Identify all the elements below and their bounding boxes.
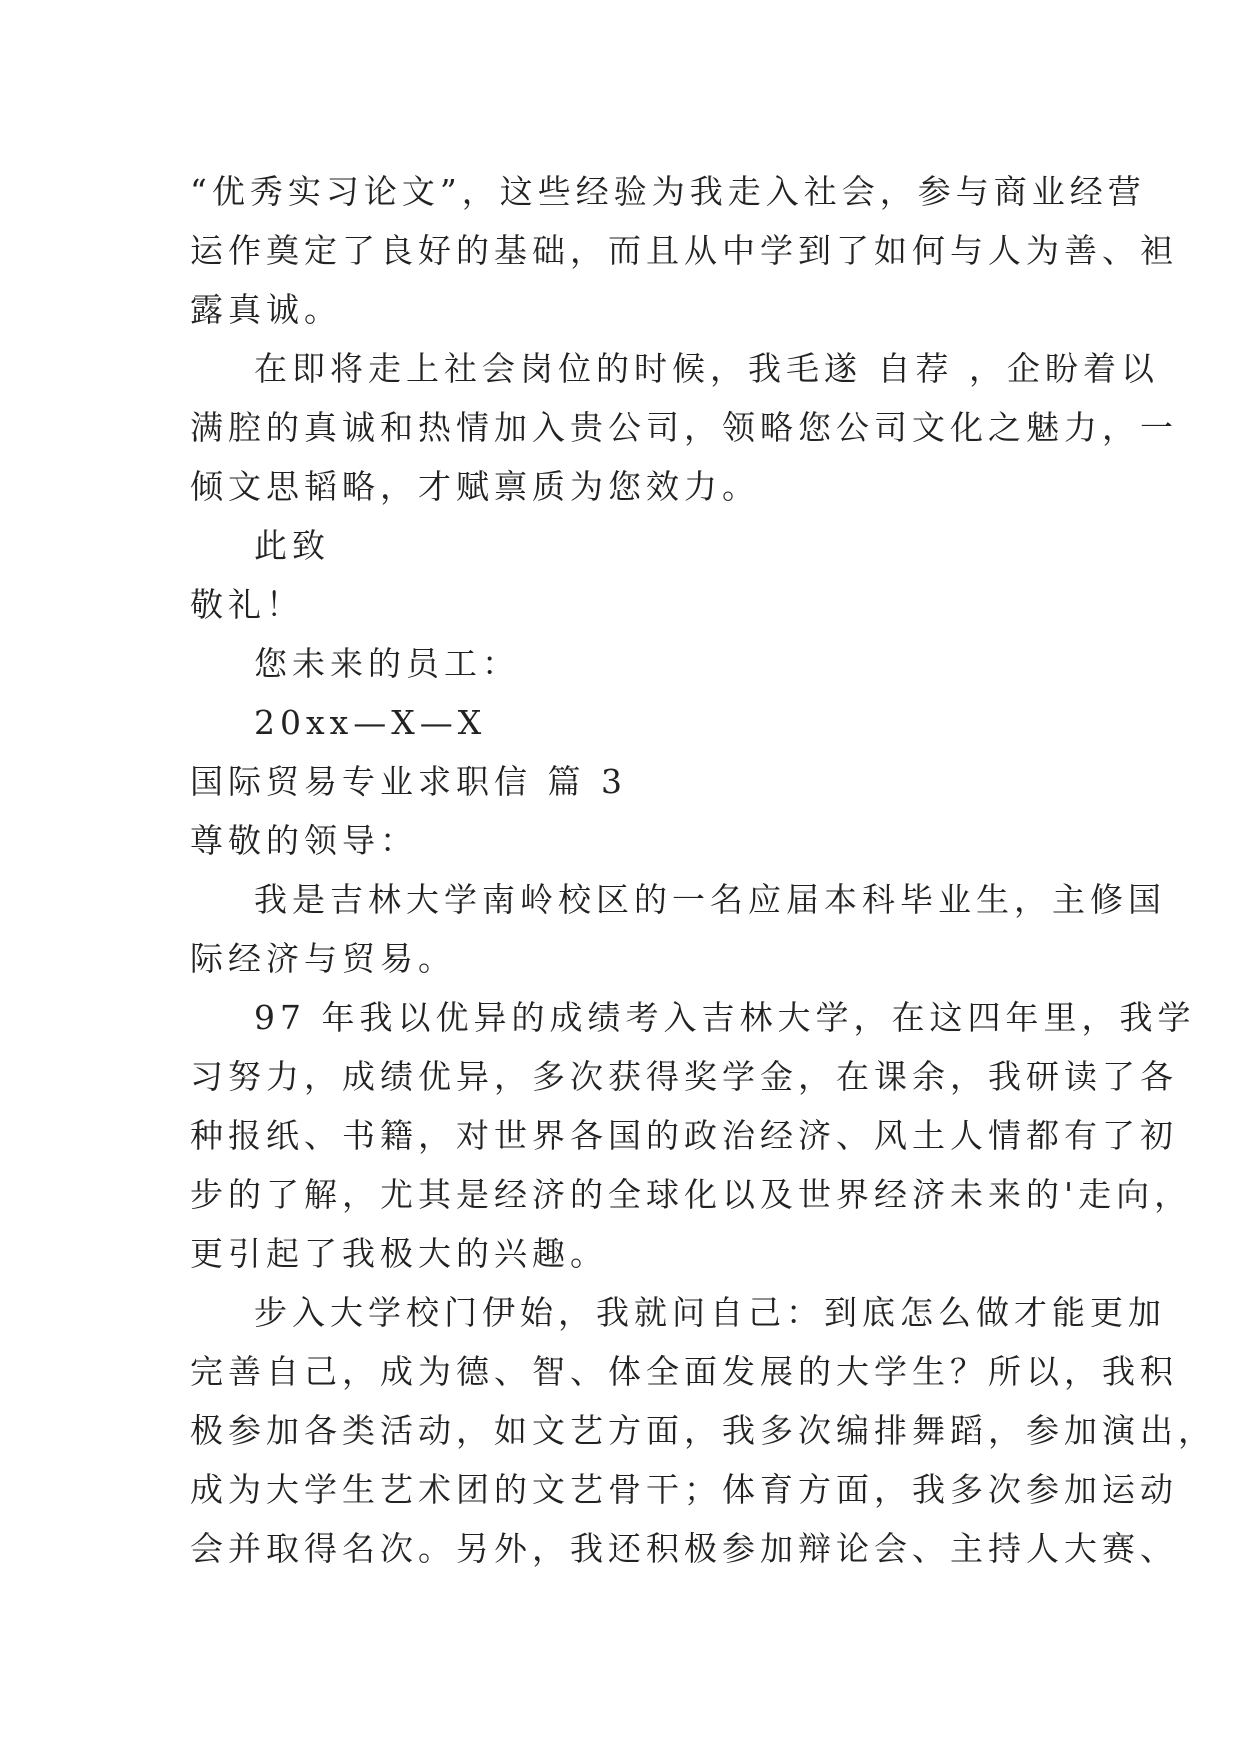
text-line: 种报纸、书籍，对世界各国的政治经济、风土人情都有了初 bbox=[190, 1116, 1178, 1155]
text-line: 倾文思韬略，才赋禀质为您效力。 bbox=[190, 467, 760, 506]
date-line: 20xx—X—X bbox=[254, 703, 487, 742]
greeting-line: 尊敬的领导： bbox=[190, 821, 418, 860]
text-line: 际经济与贸易。 bbox=[190, 939, 456, 978]
text-line: 极参加各类活动，如文艺方面，我多次编排舞蹈，参加演出， bbox=[190, 1411, 1216, 1450]
text-line: 会并取得名次。另外，我还积极参加辩论会、主持人大赛、 bbox=[190, 1529, 1178, 1568]
paragraph-start-line: 在即将走上社会岗位的时候，我毛遂 自荐 ，企盼着以 bbox=[254, 349, 1159, 388]
text-line: “优秀实习论文”，这些经验为我走入社会，参与商业经营 bbox=[190, 172, 1146, 211]
salutation-closing: 敬礼！ bbox=[190, 585, 304, 624]
text-line: 习努力，成绩优异，多次获得奖学金，在课余，我研读了各 bbox=[190, 1057, 1178, 1096]
signature-label: 您未来的员工： bbox=[254, 644, 520, 683]
text-line: 更引起了我极大的兴趣。 bbox=[190, 1234, 608, 1273]
paragraph-start-line: 我是吉林大学南岭校区的一名应届本科毕业生，主修国 bbox=[254, 880, 1166, 919]
closing-phrase: 此致 bbox=[254, 526, 330, 565]
text-line: 步的了解，尤其是经济的全球化以及世界经济未来的'走向， bbox=[190, 1175, 1193, 1214]
text-line: 露真诚。 bbox=[190, 290, 342, 329]
text-line: 满腔的真诚和热情加入贵公司，领略您公司文化之魅力，一 bbox=[190, 408, 1178, 447]
text-line: 成为大学生艺术团的文艺骨干；体育方面，我多次参加运动 bbox=[190, 1470, 1178, 1509]
text-line: 完善自己，成为德、智、体全面发展的大学生？所以，我积 bbox=[190, 1352, 1178, 1391]
text-line: 运作奠定了良好的基础，而且从中学到了如何与人为善、袒 bbox=[190, 231, 1178, 270]
document-body bbox=[190, 162, 1216, 1578]
paragraph-start-line: 97 年我以优异的成绩考入吉林大学，在这四年里，我学 bbox=[254, 998, 1196, 1037]
paragraph-start-line: 步入大学校门伊始，我就问自己：到底怎么做才能更加 bbox=[254, 1293, 1166, 1332]
section-title: 国际贸易专业求职信 篇 3 bbox=[190, 762, 627, 801]
